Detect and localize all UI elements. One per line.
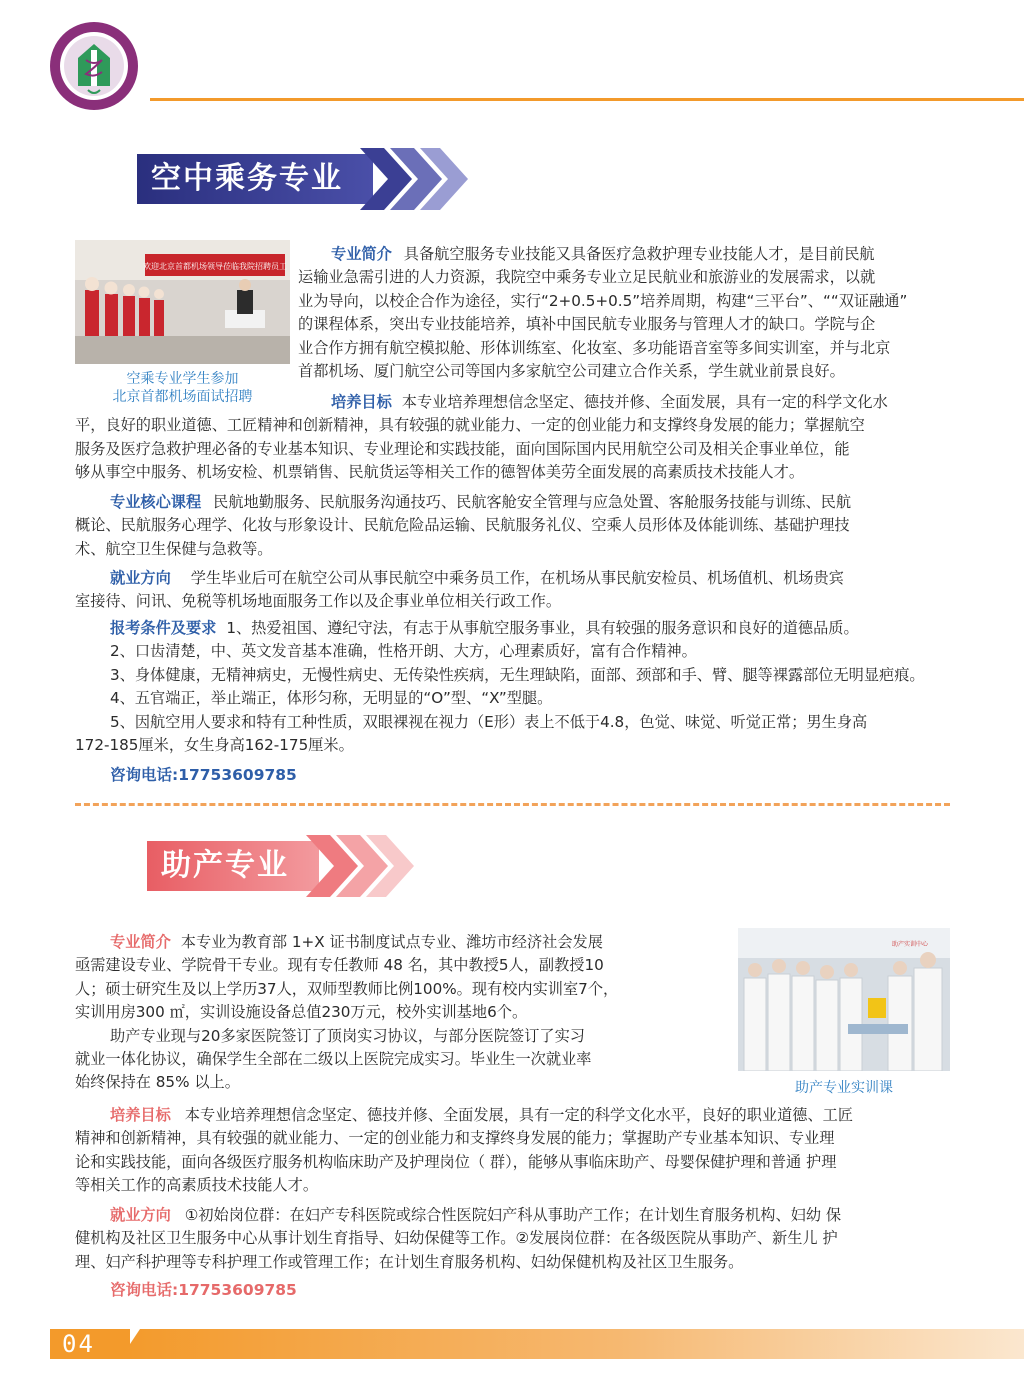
header-rule	[150, 98, 1024, 101]
midwifery-intro	[75, 931, 731, 1095]
section-title-aviation: 空中乘务专业	[137, 154, 373, 204]
goal-line: 本专业培养理想信念坚定、德技并修、全面发展，具有一定的科学文化水平，良好的职业道德、工匠	[184, 1106, 853, 1124]
midwifery-training-photo	[738, 928, 950, 1071]
caption-line: 空乘专业学生参加	[126, 371, 239, 387]
intro-line: 始终保持在 85% 以上。	[75, 1073, 240, 1092]
req-label: 报考条件及要求	[110, 619, 217, 637]
req-line: 172-185厘米，女生身高162-175厘米。	[75, 736, 354, 755]
job-label: 就业方向	[110, 1206, 171, 1224]
goal-line: 平，良好的职业道德、工匠精神和创新精神，具有较强的就业能力、一定的创业能力和支撑终身发展的能力；掌握航空	[75, 416, 865, 435]
intro-line: 业为导向，以校企合作为途径，实行“2+0.5+0.5”培养周期，构建“三平台”、““双证融通”	[298, 291, 908, 310]
footer-bar	[120, 1329, 1024, 1359]
aviation-intro	[298, 243, 950, 383]
intro-line: 本专业为教育部 1+X 证书制度试点专业、潍坊市经济社会发展	[180, 933, 603, 951]
goal-label: 培养目标	[110, 1106, 171, 1124]
job-line: ①初始岗位群：在妇产专科医院或综合性医院妇产科从事助产工作；在计划生育服务机构、妇幼 保	[184, 1206, 842, 1224]
midwifery-phone: 咨询电话:17753609785	[110, 1281, 297, 1299]
aviation-core-courses	[75, 491, 950, 561]
job-line: 健机构及社区卫生服务中心从事计划生育指导、妇幼保健等工作。②发展岗位群：在各级医院从事助产、新生儿 护	[75, 1229, 838, 1248]
midwifery-photo-caption: 助产专业实训课	[795, 1080, 893, 1096]
chevron-arrows-icon	[306, 835, 416, 897]
aviation-phone: 咨询电话:17753609785	[110, 766, 297, 784]
intro-line: 就业一体化协议，确保学生全部在二级以上医院完成实习。毕业生一次就业率	[75, 1050, 592, 1069]
midwifery-goal	[75, 1104, 950, 1198]
req-line: 2、口齿清楚，中、英文发音基本准确，性格开朗、大方，心理素质好，富有合作精神。	[110, 642, 697, 661]
course-line: 概论、民航服务心理学、化妆与形象设计、民航危险品运输、民航服务礼仪、空乘人员形体及体能训练、基础护理技	[75, 516, 850, 535]
aviation-interview-photo	[75, 240, 290, 364]
chevron-arrows-icon	[360, 148, 470, 210]
goal-line: 等相关工作的高素质技术技能人才。	[75, 1176, 318, 1195]
midwifery-employment	[75, 1204, 950, 1274]
goal-line: 服务及医疗急救护理必备的专业基本知识、专业理论和实践技能，面向国际国内民用航空公司及相关企事业单位，能	[75, 439, 850, 458]
goal-line: 精神和创新精神，具有较强的就业能力、一定的创业能力和支撑终身发展的能力；掌握助产专业基本知识、专业理	[75, 1129, 835, 1148]
aviation-goal	[75, 391, 950, 485]
req-line: 5、因航空用人要求和特有工种性质，双眼裸视在视力（E形）表上不低于4.8，色觉、味觉、听觉正常；男生身高	[110, 712, 868, 731]
photo-sign-text: 助产实训中心	[891, 941, 928, 948]
intro-line: 的课程体系，突出专业技能培养，填补中国民航专业服务与管理人才的缺口。学院与企	[298, 315, 876, 334]
intro-line: 实训用房300 ㎡，实训设施设备总值230万元，校外实训基地6个。	[75, 1003, 528, 1022]
intro-line: 首都机场、厦门航空公司等国内多家航空公司建立合作关系，学生就业前景良好。	[298, 362, 845, 381]
caption-line: 北京首都机场面试招聘	[112, 389, 253, 405]
goal-line: 够从事空中服务、机场安检、机票销售、民航货运等相关工作的德智体美劳全面发展的高素质技术技能人才。	[75, 463, 804, 482]
page-number: 04	[62, 1330, 95, 1358]
course-line: 民航地勤服务、民航服务沟通技巧、民航客舱安全管理与应急处置、客舱服务技能与训练、民航	[213, 493, 851, 511]
intro-label: 专业简介	[331, 245, 392, 263]
job-line: 学生毕业后可在航空公司从事民航空中乘务员工作，在机场从事民航安检员、机场值机、机场贵宾	[190, 569, 844, 587]
intro-line: 运输业急需引进的人力资源，我院空中乘务专业立足民航业和旅游业的发展需求，以就	[298, 268, 876, 287]
job-line: 理、妇产科护理等专科护理工作或管理工作；在计划生育服务机构、妇幼保健机构及社区卫生服务。	[75, 1252, 744, 1271]
goal-line: 本专业培养理想信念坚定、德技并修、全面发展，具有一定的科学文化水	[401, 393, 888, 411]
intro-line: 人；硕士研究生及以上学历37人，双师型教师比例100%。现有校内实训室7个，	[75, 979, 619, 998]
photo-banner-text: 欢迎北京首都机场领导莅临我院招聘员工	[143, 262, 287, 271]
intro-line: 具备航空服务专业技能又具备医疗急救护理专业技能人才，是目前民航	[403, 245, 875, 263]
intro-line: 业合作方拥有航空模拟舱、形体训练室、化妆室、多功能语音室等多间实训室，并与北京	[298, 338, 891, 357]
goal-line: 论和实践技能，面向各级医疗服务机构临床助产及护理岗位（ 群），能够从事临床助产、母婴保健护理和普通 护理	[75, 1152, 837, 1171]
intro-line: 亟需建设专业、学院骨干专业。现有专任教师 48 名，其中教授5人，副教授10	[75, 956, 604, 975]
aviation-employment	[75, 567, 950, 614]
aviation-requirements	[75, 617, 950, 757]
course-line: 术、航空卫生保健与急救等。	[75, 539, 273, 558]
course-label: 专业核心课程	[110, 493, 202, 511]
section-title-midwifery: 助产专业	[147, 841, 319, 891]
college-logo	[48, 20, 140, 112]
req-line: 3、身体健康，无精神病史，无慢性病史、无传染性疾病，无生理缺陷，面部、颈部和手、臂、腿等裸露部位无明显疤痕。	[110, 665, 925, 684]
intro-line: 助产专业现与20多家医院签订了顶岗实习协议，与部分医院签订了实习	[110, 1026, 585, 1045]
req-line: 4、五官端正，举止端正，体形匀称，无明显的“O”型、“X”型腿。	[110, 689, 553, 708]
req-line: 1、热爱祖国、遵纪守法，有志于从事航空服务事业，具有较强的服务意识和良好的道德品质。	[226, 619, 859, 637]
goal-label: 培养目标	[331, 393, 392, 411]
section-divider	[75, 803, 950, 806]
job-line: 室接待、问讯、免税等机场地面服务工作以及企事业单位相关行政工作。	[75, 592, 561, 611]
job-label: 就业方向	[110, 569, 171, 587]
intro-label: 专业简介	[110, 933, 171, 951]
